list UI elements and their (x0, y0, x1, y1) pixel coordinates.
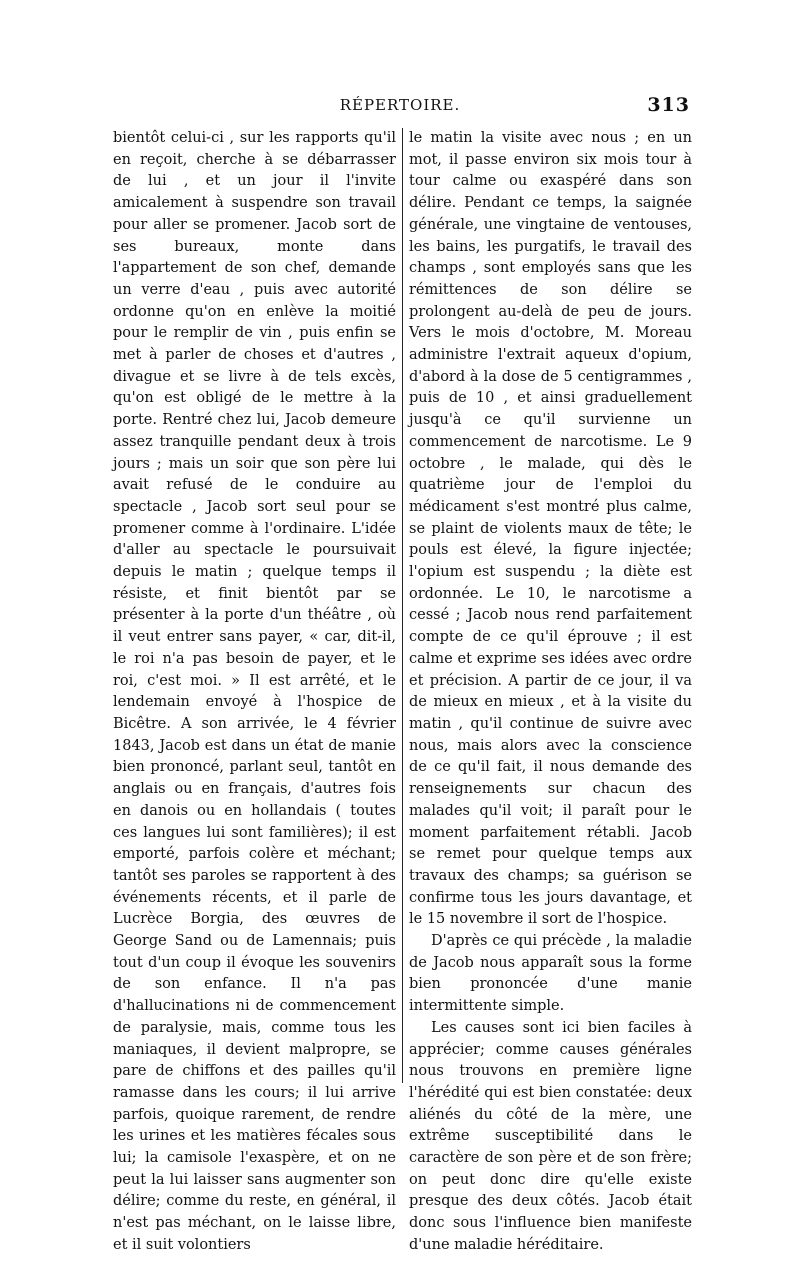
right-column (409, 128, 692, 1257)
right-paragraph-1: le matin la visite avec nous ; en un mot, il passe environ six mois tour à tour calme ou exaspéré dans son délire. Pendant ce temps, la saignée générale, une vingtaine de ventouses, les bains, les purgatifs, le travail des champs , sont employés sans que les rémittences de son délire se prolongent au-delà de peu de jours. Vers le mois d'octobre, M. Moreau administre l'extrait aqueux d'opium, d'abord à la dose de 5 centigrammes , puis de 10 , et ainsi graduellement jusqu'à ce qu'il survienne un commencement de narcotisme. Le 9 octobre , le malade, qui dès le quatrième jour de l'emploi du médicament s'est montré plus calme, se plaint de violents maux de tête; le pouls est élevé, la figure injectée; l'opium est suspendu ; la diète est ordonnée. Le 10, le narcotisme a cessé ; Jacob nous rend parfaitement compte de ce qu'il éprouve ; il est calme et exprime ses idées avec ordre et précision. A partir de ce jour, il va de mieux en mieux , et à la visite du matin , qu'il continue de suivre avec nous, mais alors avec la conscience de ce qu'il fait, il nous demande des renseignements sur chacun des malades qu'il voit; il paraît pour le moment parfaitement rétabli. Jacob se remet pour quelque temps aux travaux des champs; sa guérison se confirme tous les jours davantage, et le 15 novembre il sort de l'hospice. (409, 130, 692, 928)
running-header (110, 94, 690, 120)
page-number: 313 (647, 94, 690, 116)
left-column (113, 128, 396, 1257)
right-paragraph-3: Les causes sont ici bien faciles à apprécier; comme causes générales nous trouvons en première ligne l'hérédité qui est bien constatée: deux aliénés du côté de la mère, une extrême susceptibilité dans le caractère de son père et de son frère; on peut donc dire qu'elle existe presque des deux côtés. Jacob était donc sous l'influence bien manifeste d'une maladie héréditaire. (409, 1019, 692, 1253)
left-paragraph-1: bientôt celui-ci , sur les rapports qu'il en reçoit, cherche à se débarrasser de lui , et un jour il l'invite amicalement à suspendre son travail pour aller se promener. Jacob sort de ses bureaux, monte dans l'appartement de son chef, demande un verre d'eau , puis avec autorité ordonne qu'on en enlève la moitié pour le remplir de vin , puis enfin se met à parler de choses et d'autres , divague et se livre à de tels excès, qu'on est obligé de le mettre à la porte. Rentré chez lui, Jacob demeure assez tranquille pendant deux à trois jours ; mais un soir que son père lui avait refusé de le conduire au spectacle , Jacob sort seul pour se promener comme à l'ordinaire. L'idée d'aller au spectacle le poursuivait depuis le matin ; quelque temps il résiste, et finit bientôt par se présenter à la porte d'un théâtre , où il veut entrer sans payer, « car, dit-il, le roi n'a pas besoin de payer, et le roi, c'est moi. » Il est arrêté, et le lendemain envoyé à l'hospice de Bicêtre. A son arrivée, le 4 février 1843, Jacob est dans un état de manie bien prononcé, parlant seul, tantôt en anglais ou en français, d'autres fois en danois ou en hollandais ( toutes ces langues lui sont familières); il est emporté, parfois colère et méchant; tantôt ses paroles se rapportent à des événements récents, et il parle de Lucrèce Borgia, des œuvres de George Sand ou de Lamennais; puis tout d'un coup il évoque les souvenirs de son enfance. Il n'a pas d'hallucinations ni de commencement de paralysie, mais, comme tous les maniaques, il devient malpropre, se pare de chiffons et des pailles qu'il ramasse dans les cours; il lui arrive parfois, quoique rarement, de rendre les urines et les matières fécales sous lui; la camisole l'exaspère, et on ne peut la lui laisser sans augmenter son délire; comme du reste, en général, il n'est pas méchant, on le laisse libre, et il suit volontiers (113, 130, 396, 1253)
right-paragraph-2: D'après ce qui précède , la maladie de Jacob nous apparaît sous la forme bien prononcée d'une manie intermittente simple. (409, 933, 692, 1015)
running-title: RÉPERTOIRE. (339, 96, 461, 114)
column-divider (402, 128, 403, 1083)
